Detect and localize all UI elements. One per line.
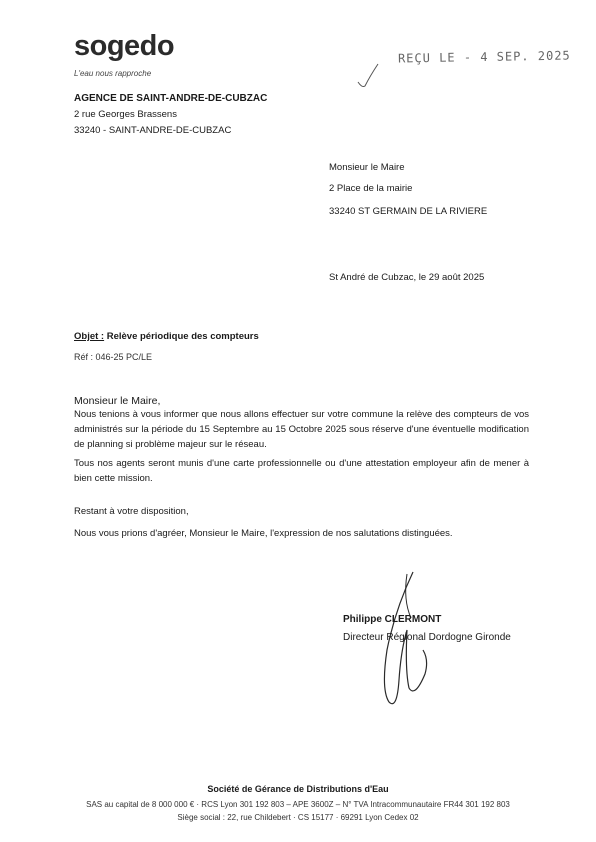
body-paragraph: Nous vous prions d'agréer, Monsieur le Maire, l'expression de nos salutations distinguées.: [74, 528, 453, 539]
recipient-name: Monsieur le Maire: [329, 162, 405, 173]
recipient-city: 33240 ST GERMAIN DE LA RIVIERE: [329, 206, 488, 217]
footer-address-line: Siège social : 22, rue Childebert · CS 15177 · 69291 Lyon Cedex 02: [177, 813, 419, 822]
body-paragraph: Restant à votre disposition,: [74, 506, 189, 517]
agency-name: AGENCE DE SAINT-ANDRE-DE-CUBZAC: [74, 93, 268, 104]
company-logo: sogedo: [74, 30, 175, 62]
signatory-name: Philippe CLERMONT: [343, 614, 442, 625]
body-paragraph: Tous nos agents seront munis d'une carte professionnelle ou d'une attestation employeur afin de mener à bien cette mission.: [74, 458, 529, 484]
letter-date: St André de Cubzac, le 29 août 2025: [329, 272, 485, 283]
letter-reference: Réf : 046-25 PC/LE: [74, 352, 153, 362]
signatory-title: Directeur Régional Dordogne Gironde: [343, 632, 511, 643]
salutation: Monsieur le Maire,: [74, 395, 161, 407]
footer-legal-line: SAS au capital de 8 000 000 € · RCS Lyon 301 192 803 – APE 3600Z – N° TVA Intracommunautaire FR44 301 192 803: [86, 800, 510, 809]
letter-object: [74, 331, 259, 342]
footer-company: Société de Gérance de Distributions d'Eau: [207, 784, 389, 794]
received-stamp: REÇU LE - 4 SEP. 2025: [397, 48, 571, 66]
agency-street: 2 rue Georges Brassens: [74, 109, 177, 120]
agency-city: 33240 - SAINT-ANDRE-DE-CUBZAC: [74, 125, 232, 136]
recipient-street: 2 Place de la mairie: [329, 183, 413, 194]
object-label: Objet :: [74, 331, 105, 342]
logo-tagline: L'eau nous rapproche: [74, 69, 152, 78]
handwritten-signature: [365, 570, 445, 720]
body-paragraph: Nous tenions à vous informer que nous allons effectuer sur votre commune la relève des compteurs de vos administrés sur la période du 15 Septembre au 15 Octobre 2025 sous réserve d'une éventuelle modification de planning si problème majeur sur le réseau.: [74, 409, 529, 450]
handwritten-check-mark: [356, 62, 380, 90]
object-text: Relève périodique des compteurs: [106, 331, 259, 342]
